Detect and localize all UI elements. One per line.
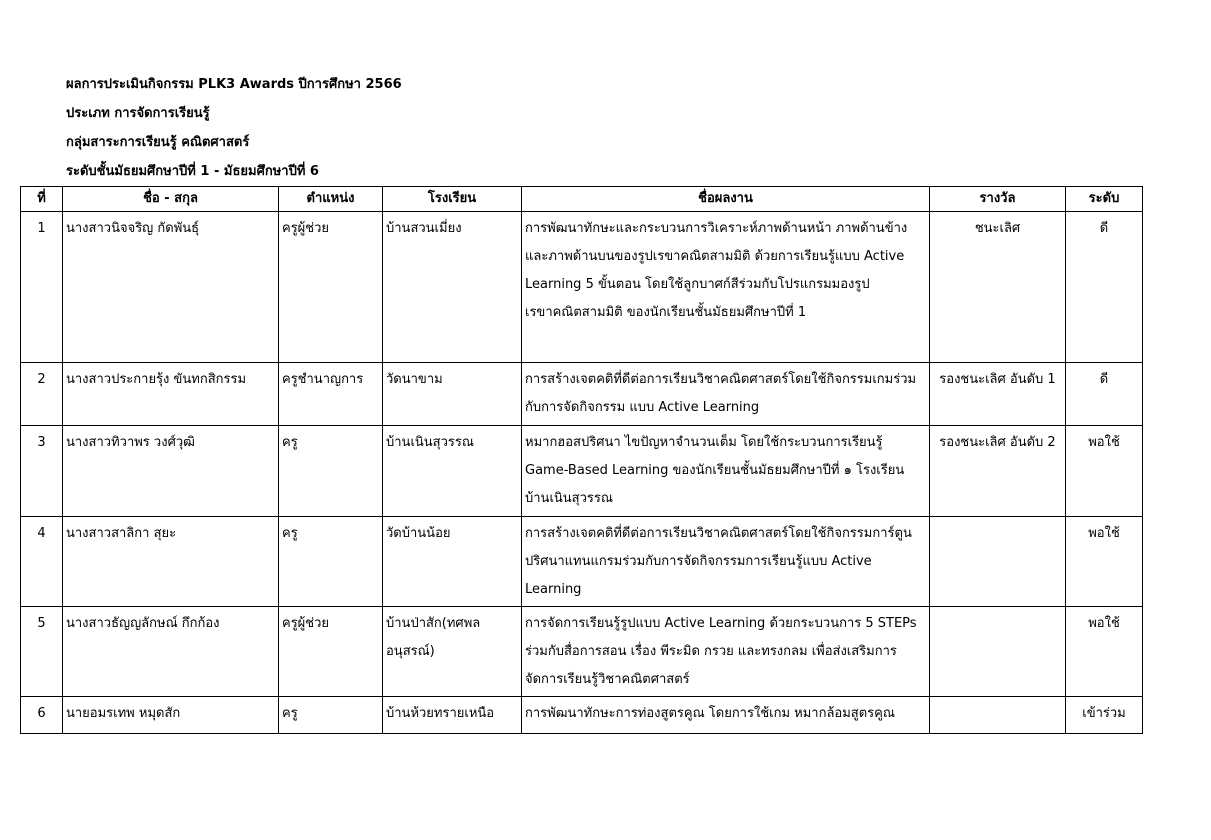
cell-school: บ้านเนินสุวรรณ [383,426,522,517]
table-row [21,607,1143,697]
cell-level: ดี [1066,212,1143,363]
cell-name: นางสาวสาลิกา สุยะ [63,517,279,607]
cell-work [522,212,930,363]
cell-school: บ้านสวนเมี่ยง [383,212,522,363]
cell-level: ดี [1066,363,1143,426]
cell-work: การสร้างเจตคติที่ดีต่อการเรียนวิชาคณิตศาสตร์โดยใช้กิจกรรมการ์ตูน ปริศนาแทนแกรมร่วมกับการจัดกิจกรรมการเรียนรู้แบบ Active Learning [522,517,930,607]
table-row [21,517,1143,607]
cell-no: 2 [21,363,63,426]
header-position: ตำแหน่ง [279,187,383,212]
cell-work: การสร้างเจตคติที่ดีต่อการเรียนวิชาคณิตศาสตร์โดยใช้กิจกรรมเกมร่วมกับการจัดกิจกรรม แบบ Active Learning [522,363,930,426]
cell-position: ครูชำนาญการ [279,363,383,426]
cell-position: ครูผู้ช่วย [279,607,383,697]
cell-no: 3 [21,426,63,517]
cell-school: วัดบ้านน้อย [383,517,522,607]
cell-school: บ้านห้วยทรายเหนือ [383,697,522,734]
cell-level: พอใช้ [1066,426,1143,517]
cell-no: 4 [21,517,63,607]
results-table [20,186,1143,734]
cell-award: รองชนะเลิศ อันดับ 1 [930,363,1066,426]
cell-no: 5 [21,607,63,697]
header-level: ระดับ [1066,187,1143,212]
header-school: โรงเรียน [383,187,522,212]
cell-level: พอใช้ [1066,517,1143,607]
heading-subject-group: กลุ่มสาระการเรียนรู้ คณิตศาสตร์ [66,135,250,150]
cell-work-text: การพัฒนาทักษะและกระบวนการวิเคราะห์ภาพด้านหน้า ภาพด้านข้าง และภาพด้านบนของรูปเรขาคณิตสามมิติ ด้วยการเรียนรู้แบบ Active Learning 5 ขั้นตอน โดยใช้ลูกบาศก์สีร่วมกับโปรแกรมมองรูปเรขาคณิตสามมิติ ของนักเรียนชั้นมัธยมศึกษาปีที่ 1 [525,221,908,320]
cell-work: หมากฮอสปริศนา ไขปัญหาจำนวนเต็ม โดยใช้กระบวนการเรียนรู้ Game-Based Learning ของนักเรียนชั้นมัธยมศึกษาปีที่ ๑ โรงเรียนบ้านเนินสุวรรณ [522,426,930,517]
cell-award: รองชนะเลิศ อันดับ 2 [930,426,1066,517]
cell-position: ครูผู้ช่วย [279,212,383,363]
cell-level: พอใช้ [1066,607,1143,697]
cell-position: ครู [279,426,383,517]
header-work: ชื่อผลงาน [522,187,930,212]
heading-title: ผลการประเมินกิจกรรม PLK3 Awards ปีการศึกษา 2566 [66,77,402,92]
cell-school: บ้านป่าสัก(ทศพลอนุสรณ์) [383,607,522,697]
heading-grade-level: ระดับชั้นมัธยมศึกษาปีที่ 1 - มัธยมศึกษาปีที่ 6 [66,164,319,179]
header-no: ที่ [21,187,63,212]
cell-school: วัดนาขาม [383,363,522,426]
cell-no: 1 [21,212,63,363]
table-row [21,212,1143,363]
cell-award [930,607,1066,697]
cell-name: นางสาวธัญญลักษณ์ กึกก้อง [63,607,279,697]
heading-category: ประเภท การจัดการเรียนรู้ [66,106,210,121]
cell-level: เข้าร่วม [1066,697,1143,734]
cell-name: นางสาวนิจจริญ กัดพันธุ์ [63,212,279,363]
cell-position: ครู [279,697,383,734]
cell-award: ชนะเลิศ [930,212,1066,363]
table-row [21,697,1143,734]
cell-work: การพัฒนาทักษะการท่องสูตรคูณ โดยการใช้เกม หมากล้อมสูตรคูณ [522,697,930,734]
cell-name: นายอมรเทพ หมุดสัก [63,697,279,734]
table-row [21,363,1143,426]
document-heading [66,70,402,186]
cell-name: นางสาวทิวาพร วงศ์วุฒิ [63,426,279,517]
table-header-row [21,187,1143,212]
table-row [21,426,1143,517]
cell-work: การจัดการเรียนรู้รูปแบบ Active Learning ด้วยกระบวนการ 5 STEPs ร่วมกับสื่อการสอน เรื่อง พีระมิด กรวย และทรงกลม เพื่อส่งเสริมการจัดการเรียนรู้วิชาคณิตศาสตร์ [522,607,930,697]
cell-no: 6 [21,697,63,734]
header-award: รางวัล [930,187,1066,212]
cell-award [930,517,1066,607]
header-name: ชื่อ - สกุล [63,187,279,212]
cell-award [930,697,1066,734]
cell-name: นางสาวประกายรุ้ง ขันทกสิกรรม [63,363,279,426]
cell-position: ครู [279,517,383,607]
